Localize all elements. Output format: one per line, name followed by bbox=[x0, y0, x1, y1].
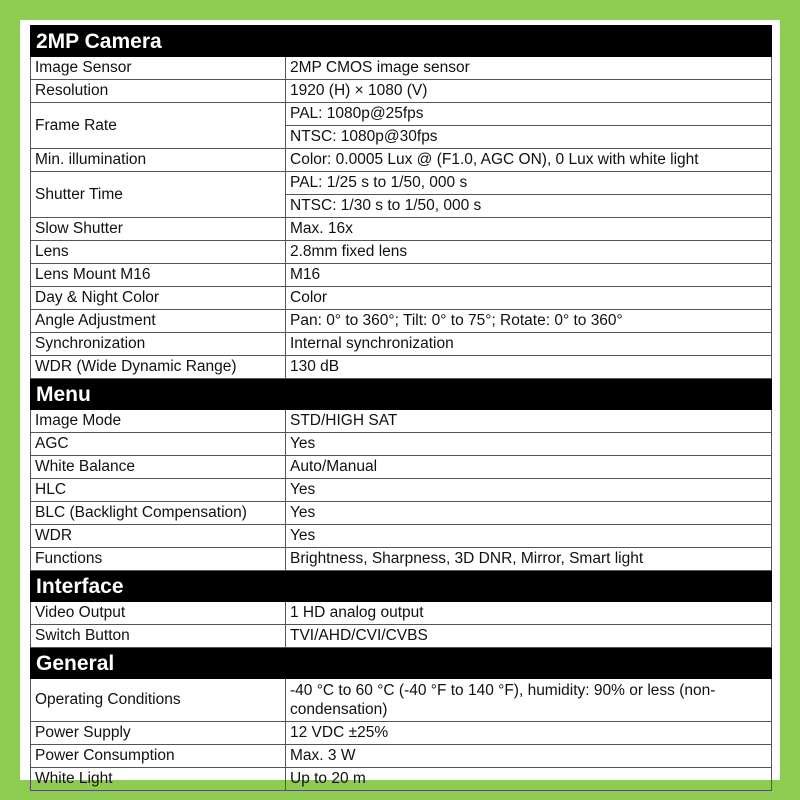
spec-label: Operating Conditions bbox=[31, 679, 286, 722]
section-header bbox=[31, 571, 772, 602]
spec-label: Lens Mount M16 bbox=[31, 264, 286, 287]
spec-value: Pan: 0° to 360°; Tilt: 0° to 75°; Rotate: 0° to 360° bbox=[286, 310, 772, 333]
spec-value: Color: 0.0005 Lux @ (F1.0, AGC ON), 0 Lux with white light bbox=[286, 149, 772, 172]
spec-value: 2.8mm fixed lens bbox=[286, 241, 772, 264]
section-header bbox=[31, 648, 772, 679]
spec-value: M16 bbox=[286, 264, 772, 287]
spec-value: Max. 16x bbox=[286, 218, 772, 241]
spec-value: NTSC: 1/30 s to 1/50, 000 s bbox=[286, 195, 772, 218]
spec-label: Shutter Time bbox=[31, 172, 286, 218]
spec-label: HLC bbox=[31, 479, 286, 502]
spec-row bbox=[31, 548, 772, 571]
spec-label: Power Consumption bbox=[31, 745, 286, 768]
spec-value: Auto/Manual bbox=[286, 456, 772, 479]
spec-label: Min. illumination bbox=[31, 149, 286, 172]
spec-row bbox=[31, 149, 772, 172]
spec-value: 12 VDC ±25% bbox=[286, 722, 772, 745]
section-title: General bbox=[31, 648, 772, 679]
spec-row bbox=[31, 356, 772, 379]
spec-row bbox=[31, 103, 772, 126]
spec-label: White Light bbox=[31, 768, 286, 791]
spec-row bbox=[31, 602, 772, 625]
spec-row bbox=[31, 310, 772, 333]
spec-row bbox=[31, 241, 772, 264]
spec-value: NTSC: 1080p@30fps bbox=[286, 126, 772, 149]
spec-row bbox=[31, 410, 772, 433]
section-title: Menu bbox=[31, 379, 772, 410]
spec-value: Up to 20 m bbox=[286, 768, 772, 791]
spec-row bbox=[31, 333, 772, 356]
spec-label: Video Output bbox=[31, 602, 286, 625]
spec-value: 130 dB bbox=[286, 356, 772, 379]
spec-value: Internal synchronization bbox=[286, 333, 772, 356]
spec-label: WDR (Wide Dynamic Range) bbox=[31, 356, 286, 379]
spec-value: 1920 (H) × 1080 (V) bbox=[286, 80, 772, 103]
spec-row bbox=[31, 57, 772, 80]
section-title: Interface bbox=[31, 571, 772, 602]
spec-row bbox=[31, 80, 772, 103]
spec-row bbox=[31, 768, 772, 791]
spec-value: -40 °C to 60 °C (-40 °F to 140 °F), humidity: 90% or less (non-condensation) bbox=[286, 679, 772, 722]
spec-row bbox=[31, 502, 772, 525]
spec-row bbox=[31, 218, 772, 241]
spec-label: Functions bbox=[31, 548, 286, 571]
spec-value: Yes bbox=[286, 525, 772, 548]
spec-row bbox=[31, 456, 772, 479]
spec-row bbox=[31, 172, 772, 195]
spec-value: PAL: 1/25 s to 1/50, 000 s bbox=[286, 172, 772, 195]
spec-value: STD/HIGH SAT bbox=[286, 410, 772, 433]
spec-value: TVI/AHD/CVI/CVBS bbox=[286, 625, 772, 648]
spec-row bbox=[31, 625, 772, 648]
spec-table bbox=[30, 25, 772, 791]
spec-label: Resolution bbox=[31, 80, 286, 103]
spec-label: Synchronization bbox=[31, 333, 286, 356]
spec-label: WDR bbox=[31, 525, 286, 548]
spec-row bbox=[31, 525, 772, 548]
spec-row bbox=[31, 745, 772, 768]
spec-label: AGC bbox=[31, 433, 286, 456]
spec-label: Power Supply bbox=[31, 722, 286, 745]
spec-value: Brightness, Sharpness, 3D DNR, Mirror, Smart light bbox=[286, 548, 772, 571]
spec-label: Slow Shutter bbox=[31, 218, 286, 241]
section-header bbox=[31, 379, 772, 410]
spec-row bbox=[31, 287, 772, 310]
spec-value: 2MP CMOS image sensor bbox=[286, 57, 772, 80]
spec-label: White Balance bbox=[31, 456, 286, 479]
spec-row bbox=[31, 679, 772, 722]
spec-value: Yes bbox=[286, 479, 772, 502]
spec-value: PAL: 1080p@25fps bbox=[286, 103, 772, 126]
spec-label: Image Sensor bbox=[31, 57, 286, 80]
spec-row bbox=[31, 264, 772, 287]
spec-label: Day & Night Color bbox=[31, 287, 286, 310]
spec-value: Color bbox=[286, 287, 772, 310]
spec-label: Frame Rate bbox=[31, 103, 286, 149]
spec-value: Yes bbox=[286, 502, 772, 525]
spec-row bbox=[31, 433, 772, 456]
spec-row bbox=[31, 722, 772, 745]
spec-label: Switch Button bbox=[31, 625, 286, 648]
section-header bbox=[31, 26, 772, 57]
spec-value: 1 HD analog output bbox=[286, 602, 772, 625]
spec-label: Angle Adjustment bbox=[31, 310, 286, 333]
spec-label: BLC (Backlight Compensation) bbox=[31, 502, 286, 525]
section-title: 2MP Camera bbox=[31, 26, 772, 57]
spec-sheet bbox=[20, 20, 780, 787]
spec-row bbox=[31, 479, 772, 502]
spec-label: Image Mode bbox=[31, 410, 286, 433]
spec-label: Lens bbox=[31, 241, 286, 264]
spec-value: Yes bbox=[286, 433, 772, 456]
spec-value: Max. 3 W bbox=[286, 745, 772, 768]
